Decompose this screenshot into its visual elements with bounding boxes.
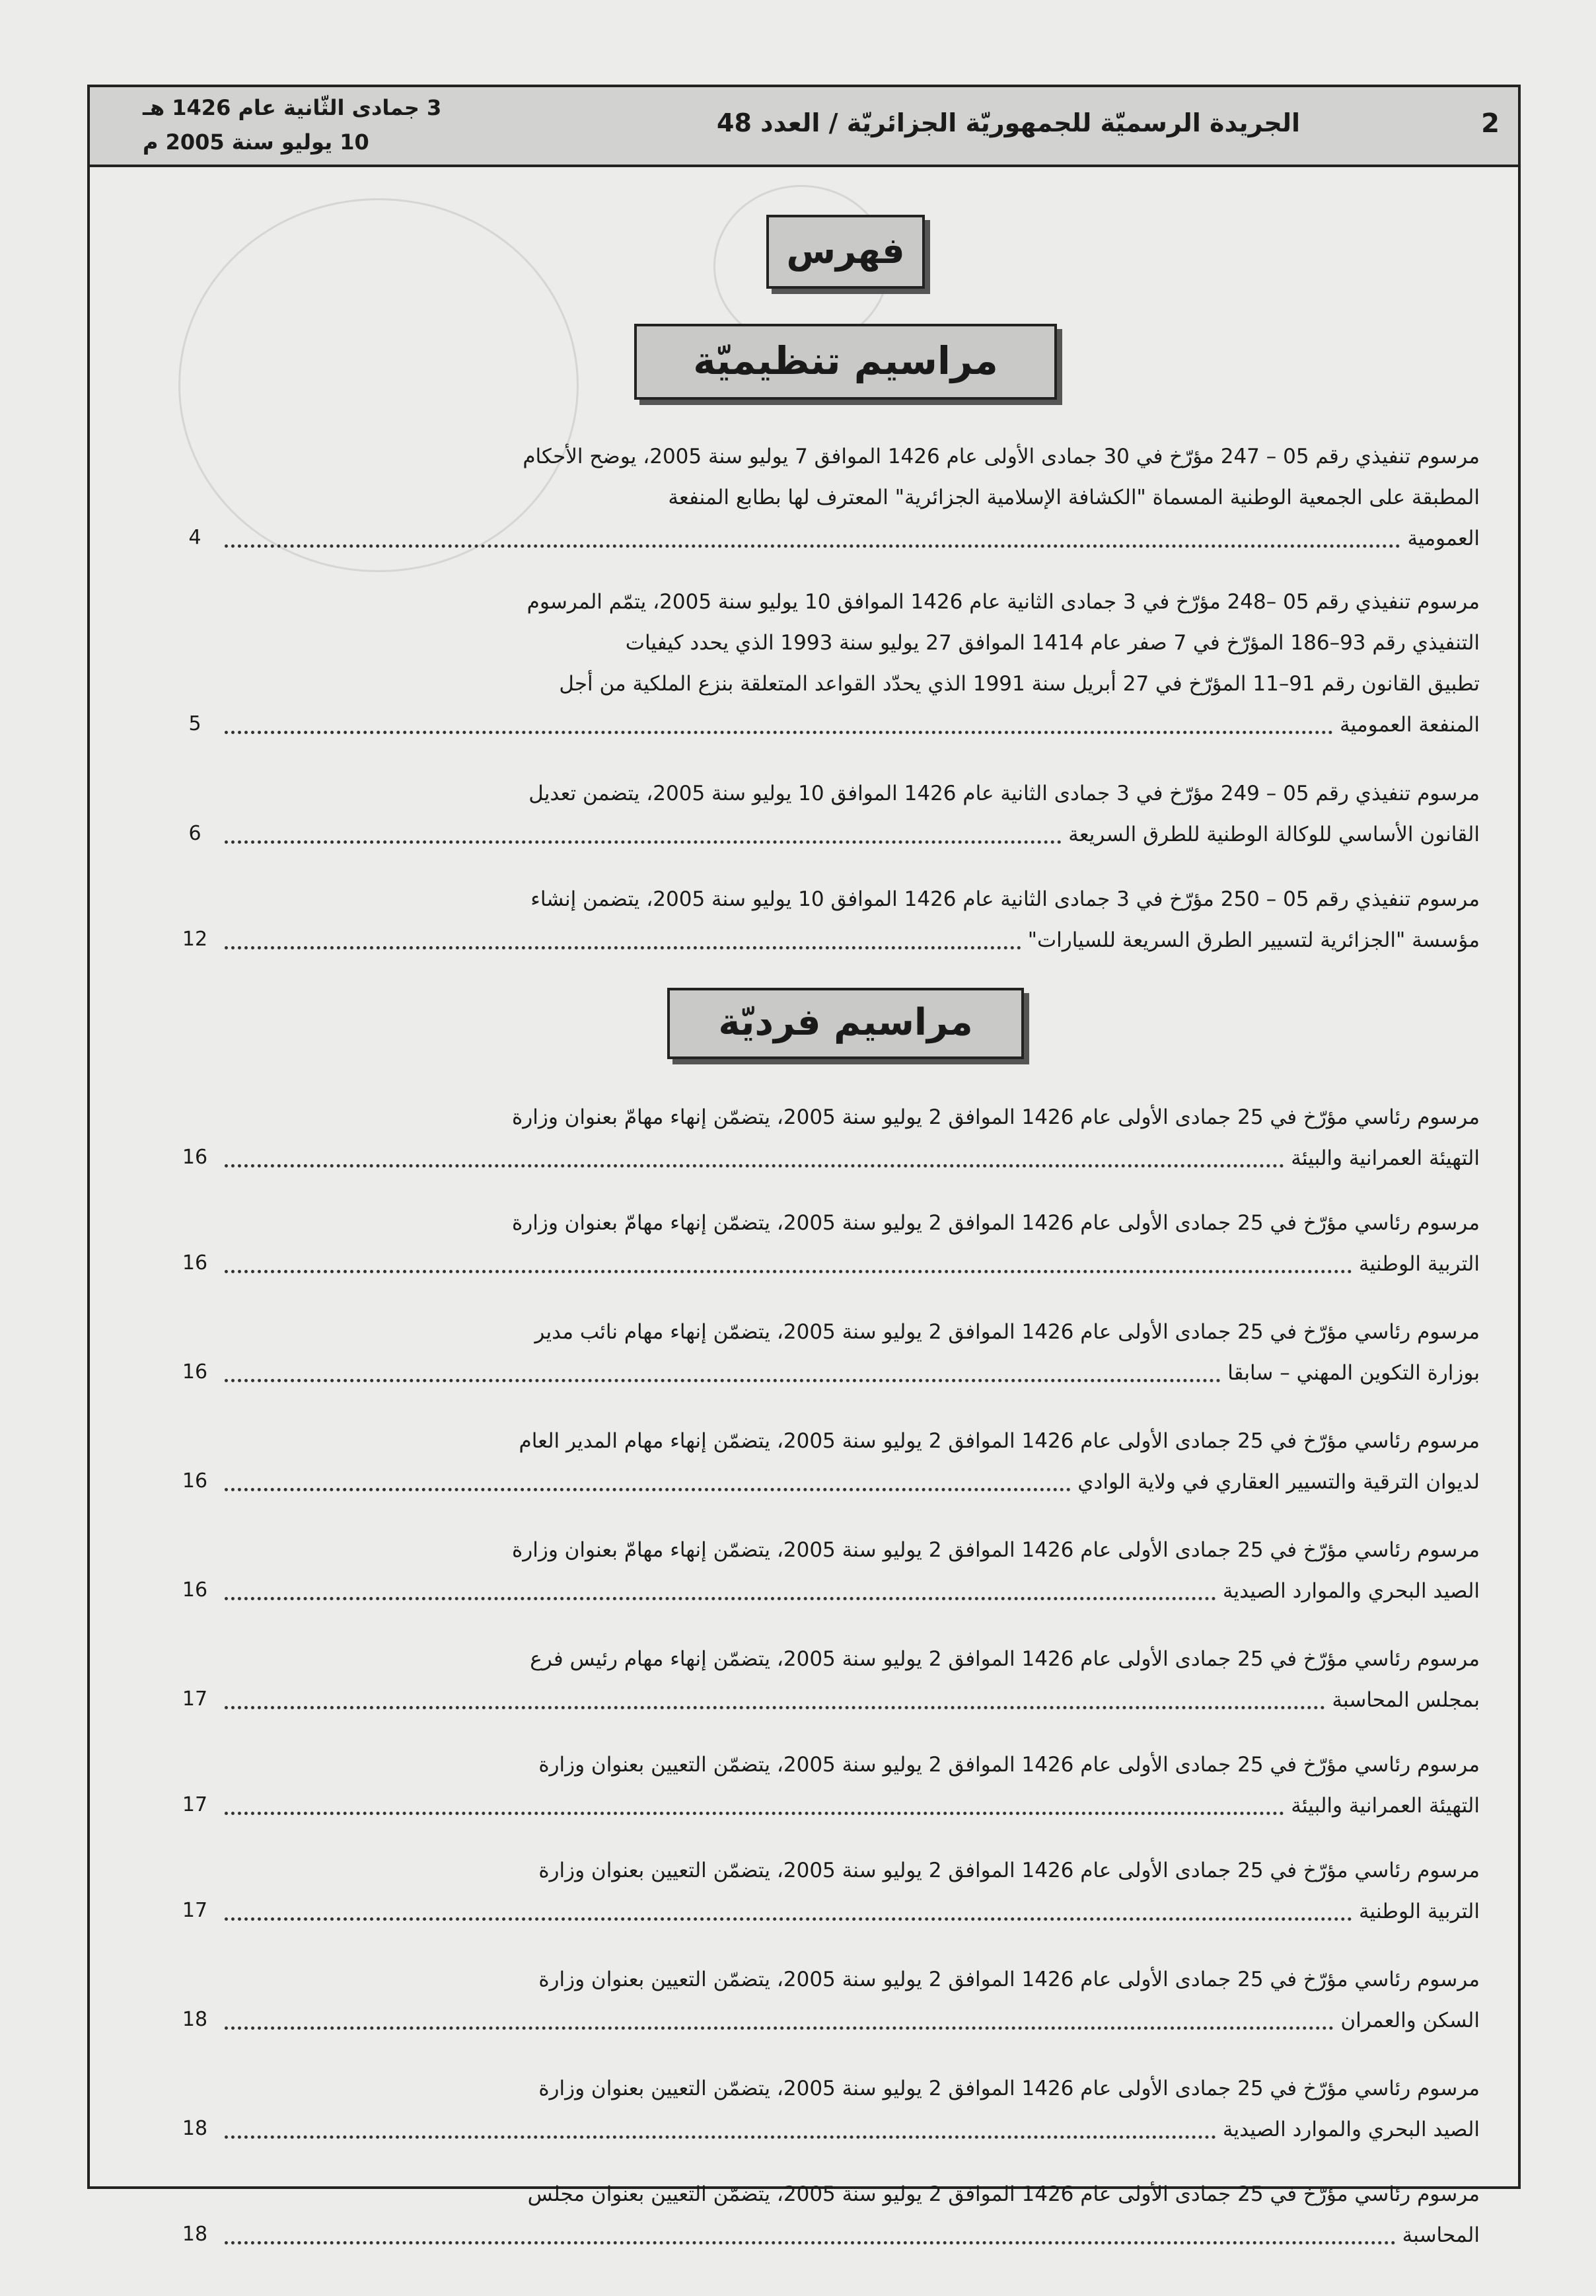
toc-entry-text: الصيد البحري والموارد الصيدية	[1222, 1579, 1480, 1603]
toc-entry-line	[218, 1462, 1480, 1502]
toc-entry	[218, 1203, 1480, 1284]
page-header	[87, 85, 1521, 167]
toc-entry-line	[218, 1850, 1480, 1891]
toc-page-number: 16	[182, 1578, 208, 1602]
toc-entry-line	[218, 581, 1480, 622]
toc-page-number: 18	[182, 2223, 208, 2246]
toc-entry-text: التربية الوطنية	[1358, 1252, 1480, 1276]
toc-page-number: 4	[188, 526, 201, 549]
toc-entry-line	[218, 2174, 1480, 2215]
toc-entry	[218, 1312, 1480, 1393]
toc-entry-line	[218, 1959, 1480, 2000]
toc-entry	[218, 1744, 1480, 1826]
toc-page-number: 5	[188, 712, 201, 735]
toc-entry-text: مرسوم تنفيذي رقم 05 – 247 مؤرّخ في 30 جمادى الأولى عام 1426 الموافق 7 يوليو سنة 2005، يوضح الأحكام	[523, 445, 1480, 468]
toc-entry-line	[218, 920, 1480, 961]
toc-entry-line	[218, 663, 1480, 704]
toc-entry-text: مؤسسة "الجزائرية لتسيير الطرق السريعة للسيارات"	[1027, 928, 1480, 952]
toc-entry-text: التهيئة العمرانية والبيئة	[1291, 1794, 1480, 1818]
toc-entry-text: مرسوم تنفيذي رقم 05 – 250 مؤرّخ في 3 جمادى الثانية عام 1426 الموافق 10 يوليو سنة 2005، يتضمن إنشاء	[530, 887, 1480, 911]
toc-entry-text: مرسوم تنفيذي رقم 05 –248 مؤرّخ في 3 جمادى الثانية عام 1426 الموافق 10 يوليو سنة 2005، يتمّم المرسوم	[526, 590, 1480, 614]
toc-entry	[218, 1959, 1480, 2041]
dot-leader	[225, 1582, 1216, 1600]
toc-entry	[218, 1097, 1480, 1179]
dot-leader	[225, 1691, 1325, 1709]
toc-entry-line	[218, 2068, 1480, 2109]
toc-entry-line	[218, 1530, 1480, 1571]
toc-entry-line	[218, 2215, 1480, 2256]
toc-entry-line	[218, 1203, 1480, 1243]
toc-entry-text: مرسوم رئاسي مؤرّخ في 25 جمادى الأولى عام 1426 الموافق 2 يوليو سنة 2005، يتضمّن التعيين بعنوان وزارة	[538, 1859, 1480, 1882]
toc-page-number: 18	[182, 2117, 208, 2140]
toc-entry-line	[218, 814, 1480, 855]
toc-page-number: 16	[182, 1360, 208, 1384]
toc-entry-text: تطبيق القانون رقم 91–11 المؤرّخ في 27 أبريل سنة 1991 الذي يحدّد القواعد المتعلقة بنزع الملكية من أجل	[559, 672, 1480, 696]
toc-entry-text: مرسوم رئاسي مؤرّخ في 25 جمادى الأولى عام 1426 الموافق 2 يوليو سنة 2005، يتضمّن التعيين بعنوان مجلس	[527, 2182, 1480, 2206]
toc-entry	[218, 1850, 1480, 1932]
dot-leader	[225, 1473, 1071, 1491]
dot-leader	[225, 1364, 1221, 1382]
index-title: فهرس	[766, 215, 925, 289]
toc-entry-line	[218, 518, 1480, 559]
dot-leader	[225, 2012, 1334, 2030]
dot-leader	[225, 826, 1062, 844]
toc-entry-text: مرسوم رئاسي مؤرّخ في 25 جمادى الأولى عام 1426 الموافق 2 يوليو سنة 2005، يتضمّن إنهاء مهام رئيس فرع	[530, 1647, 1480, 1671]
gregorian-date: 10 يوليو سنة 2005 م	[143, 130, 369, 155]
toc-entry-text: المحاسبة	[1402, 2223, 1480, 2247]
toc-page-number: 16	[182, 1146, 208, 1169]
toc-entry	[218, 773, 1480, 855]
toc-entry-text: المطبقة على الجمعية الوطنية المسماة "الكشافة الإسلامية الجزائرية" المعترف لها بطابع المنفعة	[668, 486, 1480, 509]
toc-entry	[218, 436, 1480, 559]
toc-entry-line	[218, 879, 1480, 920]
dot-leader	[225, 530, 1400, 548]
toc-entry-text: بمجلس المحاسبة	[1332, 1688, 1480, 1712]
toc-entry-line	[218, 1891, 1480, 1932]
toc-entry-line	[218, 436, 1480, 477]
dot-leader	[225, 1797, 1284, 1815]
dot-leader	[225, 2121, 1216, 2139]
toc-page-number: 16	[182, 1251, 208, 1275]
dot-leader	[225, 932, 1021, 949]
toc-entry-text: مرسوم رئاسي مؤرّخ في 25 جمادى الأولى عام 1426 الموافق 2 يوليو سنة 2005، يتضمّن إنهاء مهامّ بعنوان وزارة	[512, 1538, 1480, 1562]
toc-entry-text: مرسوم رئاسي مؤرّخ في 25 جمادى الأولى عام 1426 الموافق 2 يوليو سنة 2005، يتضمّن التعيين بعنوان وزارة	[538, 2077, 1480, 2100]
toc-entry-text: بوزارة التكوين المهني – سابقا	[1227, 1361, 1480, 1385]
toc-entry-text: السكن والعمران	[1340, 2009, 1480, 2032]
toc-entry-line	[218, 1352, 1480, 1393]
toc-entry-line	[218, 1680, 1480, 1721]
toc-page-number: 17	[182, 1687, 208, 1711]
toc-entry-text: مرسوم رئاسي مؤرّخ في 25 جمادى الأولى عام 1426 الموافق 2 يوليو سنة 2005، يتضمّن التعيين بعنوان وزارة	[538, 1753, 1480, 1777]
toc-page-number: 18	[182, 2008, 208, 2031]
toc-entry-line	[218, 1097, 1480, 1138]
hijri-date: 3 جمادى الثّانية عام 1426 هـ	[143, 95, 442, 120]
toc-entry-line	[218, 773, 1480, 814]
toc-entry-line	[218, 1639, 1480, 1680]
toc-page-number: 16	[182, 1469, 208, 1493]
toc-entry-line	[218, 1421, 1480, 1462]
toc-entry-text: مرسوم تنفيذي رقم 05 – 249 مؤرّخ في 3 جمادى الثانية عام 1426 الموافق 10 يوليو سنة 2005، يتضمن تعديل	[528, 782, 1480, 805]
toc-entry-text: الصيد البحري والموارد الصيدية	[1222, 2118, 1480, 2141]
toc-entry	[218, 2174, 1480, 2256]
dot-leader	[225, 716, 1333, 734]
toc-page-number: 17	[182, 1899, 208, 1922]
toc-entry	[218, 1639, 1480, 1721]
journal-title: الجريدة الرسميّة للجمهوريّة الجزائريّة / العدد 48	[717, 108, 1300, 137]
toc-entry-text: مرسوم رئاسي مؤرّخ في 25 جمادى الأولى عام 1426 الموافق 2 يوليو سنة 2005، يتضمّن إنهاء مهامّ بعنوان وزارة	[512, 1211, 1480, 1235]
dot-leader	[225, 1255, 1352, 1273]
toc-entry-line	[218, 1744, 1480, 1785]
toc-entry-line	[218, 622, 1480, 663]
dot-leader	[225, 1150, 1284, 1167]
dot-leader	[225, 1903, 1352, 1921]
toc-entry	[218, 2068, 1480, 2150]
toc-page-number: 6	[188, 822, 201, 845]
toc-entry-line	[218, 1571, 1480, 1611]
toc-entry-line	[218, 2000, 1480, 2041]
toc-entry	[218, 879, 1480, 961]
toc-entry-text: مرسوم رئاسي مؤرّخ في 25 جمادى الأولى عام 1426 الموافق 2 يوليو سنة 2005، يتضمّن إنهاء مهام المدير العام	[519, 1429, 1480, 1453]
toc-entry-line	[218, 1312, 1480, 1352]
toc-entry-line	[218, 477, 1480, 518]
toc-entry-line	[218, 1243, 1480, 1284]
section-title-regulatory: مراسيم تنظيميّة	[634, 324, 1057, 400]
toc-entry	[218, 1421, 1480, 1502]
toc-entry-text: العمومية	[1407, 527, 1480, 550]
toc-entry-text: المنفعة العمومية	[1340, 713, 1480, 737]
toc-entry-text: التربية الوطنية	[1358, 1900, 1480, 1923]
toc-entry-text: مرسوم رئاسي مؤرّخ في 25 جمادى الأولى عام 1426 الموافق 2 يوليو سنة 2005، يتضمّن إنهاء مهامّ بعنوان وزارة	[512, 1105, 1480, 1129]
section-title-individual: مراسيم فرديّة	[667, 988, 1024, 1059]
toc-entry-line	[218, 2109, 1480, 2150]
toc-entry	[218, 1530, 1480, 1611]
toc-entry-text: التهيئة العمرانية والبيئة	[1291, 1146, 1480, 1170]
page-number: 2	[1481, 108, 1500, 139]
toc-page-number: 17	[182, 1793, 208, 1816]
toc-entry	[218, 581, 1480, 745]
toc-entry-line	[218, 1138, 1480, 1179]
toc-entry-text: القانون الأساسي للوكالة الوطنية للطرق السريعة	[1068, 823, 1480, 846]
toc-entry-text: مرسوم رئاسي مؤرّخ في 25 جمادى الأولى عام 1426 الموافق 2 يوليو سنة 2005، يتضمّن إنهاء مهام نائب مدير	[534, 1320, 1480, 1344]
toc-page-number: 12	[182, 928, 208, 951]
toc-entry-text: مرسوم رئاسي مؤرّخ في 25 جمادى الأولى عام 1426 الموافق 2 يوليو سنة 2005، يتضمّن التعيين بعنوان وزارة	[538, 1968, 1480, 1991]
toc-entry-line	[218, 1785, 1480, 1826]
toc-entry-text: لديوان الترقية والتسيير العقاري في ولاية الوادي	[1077, 1470, 1480, 1494]
dot-leader	[225, 2227, 1396, 2244]
toc-entry-text: التنفيذي رقم 93–186 المؤرّخ في 7 صفر عام 1414 الموافق 27 يوليو سنة 1993 الذي يحدد كيفيات	[625, 631, 1480, 655]
toc-entry-line	[218, 704, 1480, 745]
